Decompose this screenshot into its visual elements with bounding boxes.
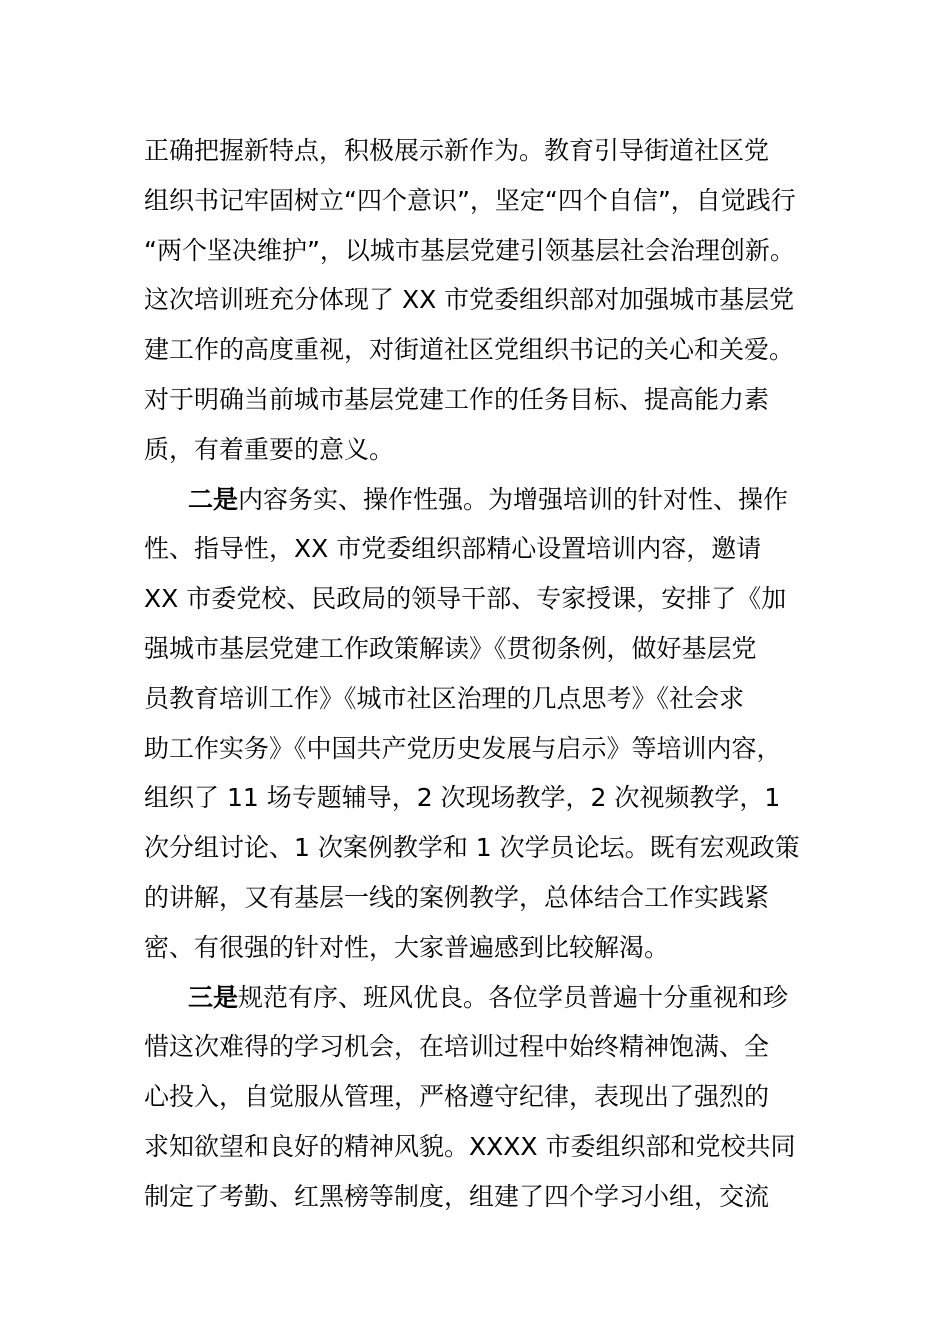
text-line: 正确把握新特点，积极展示新作为。教育引导街道社区党 [144, 136, 770, 165]
paragraph-lead: 三是 [188, 982, 239, 1012]
paragraph-first-line [144, 475, 809, 525]
paragraph-first-line-text: 规范有序、班风优良。各位学员普遍十分重视和珍 [238, 982, 789, 1012]
paragraph-3 [144, 973, 809, 1222]
text-line: 的讲解，又有基层一线的案例教学，总体结合工作实践紧 [144, 882, 770, 912]
paragraph-1 [144, 126, 809, 475]
text-line: 建工作的高度重视，对街道社区党组织书记的关心和关爱。 [144, 335, 795, 365]
text-line: 助工作实务》《中国共产党历史发展与启示》等培训内容， [144, 733, 782, 763]
text-line: 对于明确当前城市基层党建工作的任务目标、提高能力素 [144, 384, 770, 414]
text-line: XX 市委党校、民政局的领导干部、专家授课，安排了《加 [144, 584, 787, 614]
text-line: 密、有很强的针对性，大家普遍感到比较解渴。 [144, 932, 670, 962]
text-line: 求知欲望和良好的精神风貌。XXXX 市委组织部和党校共同 [144, 1131, 796, 1161]
text-line: 惜这次难得的学习机会，在培训过程中始终精神饱满、全 [144, 1032, 770, 1062]
document-body [144, 126, 809, 1222]
text-line: 质，有着重要的意义。 [144, 434, 395, 464]
text-line: 员教育培训工作》《城市社区治理的几点思考》《社会求 [144, 683, 745, 713]
text-line: 性、指导性，XX 市党委组织部精心设置培训内容，邀请 [144, 534, 762, 564]
text-line: 这次培训班充分体现了 XX 市党委组织部对加强城市基层党 [144, 285, 795, 315]
text-line: 制定了考勤、红黑榜等制度，组建了四个学习小组，交流 [144, 1181, 770, 1211]
paragraph-first-line [144, 973, 809, 1023]
text-line: 强城市基层党建工作政策解读》《贯彻条例，做好基层党 [144, 633, 757, 663]
paragraph-2 [144, 475, 809, 973]
paragraph-first-line-text: 内容务实、操作性强。为增强培训的针对性、操作 [238, 484, 789, 514]
paragraph-lead: 二是 [188, 484, 239, 514]
text-line: “两个坚决维护”，以城市基层党建引领基层社会治理创新。 [144, 235, 795, 265]
text-line: 组织了 11 场专题辅导，2 次现场教学，2 次视频教学，1 [144, 783, 781, 813]
text-line: 次分组讨论、1 次案例教学和 1 次学员论坛。既有宏观政策 [144, 833, 800, 863]
text-line: 心投入，自觉服从管理，严格遵守纪律，表现出了强烈的 [144, 1082, 770, 1112]
text-line: 组织书记牢固树立“四个意识”，坚定“四个自信”，自觉践行 [144, 185, 796, 215]
